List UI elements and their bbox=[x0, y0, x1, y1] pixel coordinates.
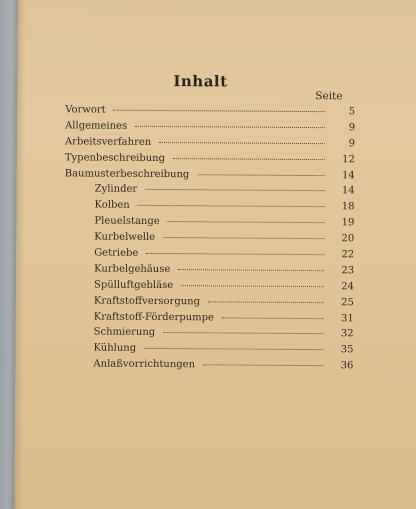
toc-entry-label: Zylinder bbox=[94, 183, 138, 196]
toc-entry-page: 9 bbox=[348, 122, 356, 134]
leader-dots bbox=[203, 365, 323, 367]
page-edge-shadow bbox=[14, 0, 26, 509]
toc-entry-label: Arbeitsverfahren bbox=[64, 136, 152, 148]
leader-dots bbox=[173, 158, 325, 160]
leader-dots bbox=[222, 317, 324, 319]
toc-entry-page: 22 bbox=[341, 249, 355, 261]
toc-entry-label: Kurbelgehäuse bbox=[94, 263, 171, 275]
leader-dots bbox=[163, 332, 323, 334]
table-of-contents bbox=[63, 104, 355, 376]
leader-dots bbox=[114, 110, 326, 112]
leader-dots bbox=[138, 205, 325, 207]
toc-entry-label: Getriebe bbox=[94, 247, 139, 259]
toc-entry-page: 24 bbox=[341, 281, 355, 293]
leader-dots bbox=[146, 253, 324, 255]
leader-dots bbox=[145, 189, 324, 191]
book-page bbox=[14, 0, 416, 509]
toc-entry-label: Kühlung bbox=[93, 342, 137, 355]
leader-dots bbox=[135, 126, 325, 128]
leader-dots bbox=[163, 237, 324, 239]
toc-entry-page: 18 bbox=[341, 201, 355, 213]
toc-entry-page: 12 bbox=[342, 153, 355, 166]
toc-entry-page: 31 bbox=[340, 312, 354, 324]
toc-entry-label: Kraftstoffversorgung bbox=[93, 295, 201, 307]
toc-entry-page: 20 bbox=[341, 233, 355, 245]
toc-entry-label: Pleuelstange bbox=[94, 215, 160, 228]
toc-entry-label: Spülluftgebläse bbox=[93, 279, 174, 291]
leader-dots bbox=[181, 285, 324, 287]
toc-entry-page: 25 bbox=[341, 296, 354, 309]
toc-entry-label: Kraftstoff-Förderpumpe bbox=[93, 311, 214, 323]
toc-entry-label: Schmierung bbox=[93, 327, 156, 339]
leader-dots bbox=[159, 142, 325, 144]
page-column-header: Seite bbox=[315, 90, 343, 103]
leader-dots bbox=[168, 221, 325, 223]
page-title: Inhalt bbox=[173, 72, 228, 91]
leader-dots bbox=[197, 174, 324, 176]
toc-entry-label: Typenbeschreibung bbox=[64, 152, 166, 164]
toc-entry-label: Allgemeines bbox=[65, 120, 128, 132]
toc-entry-page: 32 bbox=[340, 328, 354, 340]
toc-entry-page: 14 bbox=[341, 185, 355, 197]
toc-entry-label: Anlaßvorrichtungen bbox=[93, 358, 196, 371]
toc-entry-page: 23 bbox=[341, 265, 355, 277]
toc-entry-anlassvorrichtungen bbox=[63, 359, 353, 377]
toc-entry-label: Kolben bbox=[94, 199, 130, 212]
toc-entry-page: 35 bbox=[340, 344, 354, 356]
leader-dots bbox=[178, 269, 324, 271]
toc-entry-label: Vorwort bbox=[65, 104, 106, 116]
toc-entry-page: 36 bbox=[340, 360, 354, 372]
toc-entry-label: Baumusterbeschreibung bbox=[64, 167, 190, 180]
toc-entry-page: 9 bbox=[348, 138, 356, 150]
toc-entry-label: Kurbelwelle bbox=[94, 231, 156, 244]
toc-entry-page: 19 bbox=[341, 217, 355, 229]
toc-entry-page: 14 bbox=[341, 169, 355, 181]
leader-dots bbox=[144, 348, 323, 350]
toc-entry-page: 5 bbox=[348, 106, 356, 118]
leader-dots bbox=[208, 301, 324, 303]
